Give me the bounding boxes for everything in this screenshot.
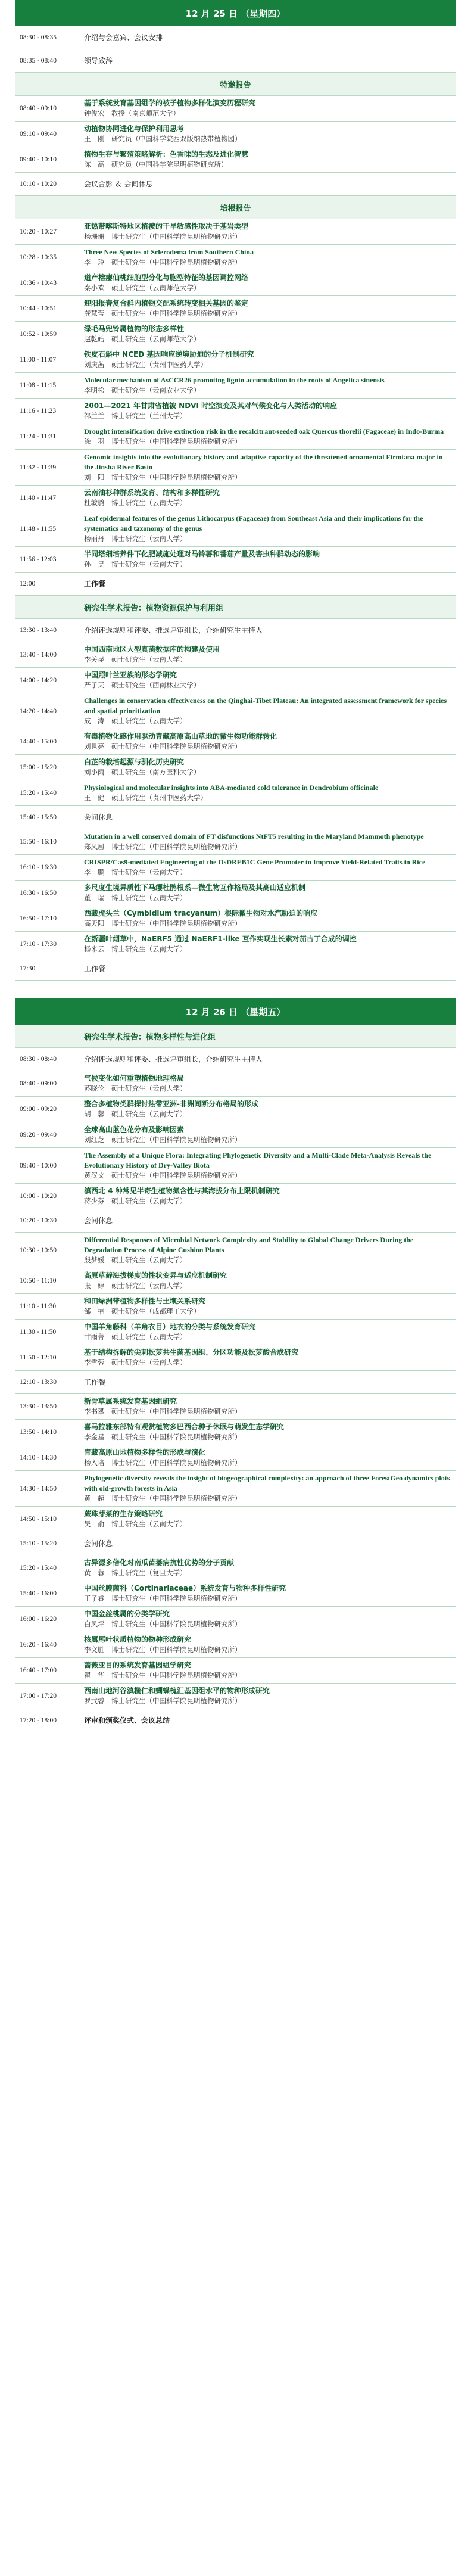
row-content	[79, 1445, 456, 1470]
section-heading: 培根报告	[15, 196, 456, 219]
talk-row	[15, 906, 456, 932]
talk-row	[15, 219, 456, 245]
time-slot: 10:00 - 10:20	[15, 1184, 79, 1209]
row-content	[79, 1097, 456, 1122]
talk-row	[15, 96, 456, 122]
time-slot: 17:10 - 17:30	[15, 932, 79, 957]
time-slot: 14:50 - 15:10	[15, 1507, 79, 1532]
row-content	[79, 668, 456, 693]
talk-row	[15, 373, 456, 399]
talk-title: 云南油杉种群系统发育、结构和多样性研究	[84, 489, 220, 497]
time-slot: 16:20 - 16:40	[15, 1632, 79, 1657]
speaker: 严子天 硕士研究生（西南林业大学）	[84, 681, 201, 689]
row-content	[79, 347, 456, 372]
speaker: 高天阳 博士研究生（中国科学院昆明植物研究所）	[84, 919, 242, 928]
time-slot: 15:00 - 15:20	[15, 755, 79, 780]
talk-title: 中国照叶兰亚族的形态学研究	[84, 671, 177, 679]
talk-title: Challenges in conservation effectiveness on the Qinghai-Tibet Plateau: An integrated assessment framework for species and spatial prioritization	[84, 696, 447, 715]
time-slot: 08:35 - 08:40	[15, 49, 79, 72]
time-slot: 14:20 - 14:40	[15, 693, 79, 729]
talk-title: 绿毛马兜铃属植物的形态多样性	[84, 325, 185, 333]
time-slot: 16:40 - 17:00	[15, 1658, 79, 1683]
speaker: 白凤坪 博士研究生（中国科学院昆明植物研究所）	[84, 1620, 242, 1628]
talk-title: 高原草藓海拔梯度的性状变异与适应机制研究	[84, 1271, 227, 1280]
talk-title: Molecular mechanism of AsCCR26 promoting lignin accumulation in the roots of Angelica sinensis	[84, 376, 385, 384]
time-slot: 11:24 - 11:31	[15, 424, 79, 449]
talk-title: The Assembly of a Unique Flora: Integrating Phylogenetic Diversity and a Multi-Clade Meta-Analysis Reveals the Evolutionary History of Dry-Valley Biota	[84, 1151, 432, 1169]
row-content	[79, 1071, 456, 1096]
row-content	[79, 245, 456, 270]
time-slot: 14:00 - 14:20	[15, 668, 79, 693]
row-content	[79, 1371, 456, 1393]
talk-title: 道产榕瘿仙桃细胞型分化与胞型特征的基因调控网络	[84, 273, 249, 282]
time-slot: 08:40 - 09:00	[15, 1071, 79, 1096]
row-content	[79, 96, 456, 121]
row-content	[79, 1607, 456, 1632]
row-content	[79, 219, 456, 244]
speaker: 杨入培 博士研究生（中国科学院昆明植物研究所）	[84, 1458, 242, 1467]
speaker: 成 涛 硕士研究生（云南大学）	[84, 717, 187, 725]
row-content	[79, 296, 456, 321]
talk-title: 整合多植物类群探讨热带亚洲-非洲间断分布格局的形成	[84, 1100, 258, 1108]
time-slot: 09:10 - 09:40	[15, 122, 79, 147]
time-slot: 11:56 - 12:03	[15, 547, 79, 572]
agenda-item: 评审和颁奖仪式、会议总结	[84, 1716, 170, 1725]
section-heading: 研究生学术报告：植物资源保护与利用组	[15, 596, 456, 619]
talk-row	[15, 347, 456, 373]
speaker: 龚慧莹 硕士研究生（中国科学院昆明植物研究所）	[84, 309, 242, 318]
speaker: 王 健 硕士研究生（贵州中医药大学）	[84, 794, 207, 802]
row-content	[79, 511, 456, 546]
talk-row	[15, 1233, 456, 1268]
speaker: 刘 阳 博士研究生（中国科学院昆明植物研究所）	[84, 473, 242, 481]
agenda-item: 工作餐	[84, 964, 106, 973]
speaker: 李书攀 硕士研究生（中国科学院昆明植物研究所）	[84, 1407, 242, 1415]
row-content	[79, 1268, 456, 1293]
row-content	[79, 755, 456, 780]
talk-row	[15, 881, 456, 906]
time-slot: 10:20 - 10:30	[15, 1209, 79, 1232]
speaker: 李雪蓉 硕士研究生（云南大学）	[84, 1358, 187, 1367]
talk-row	[15, 642, 456, 668]
row-content	[79, 957, 456, 980]
talk-row	[15, 122, 456, 147]
time-slot: 13:50 - 14:10	[15, 1420, 79, 1445]
schedule-row	[15, 619, 456, 642]
speaker: 蒋少芬 硕士研究生（云南大学）	[84, 1197, 187, 1205]
time-slot: 12:00	[15, 573, 79, 595]
talk-row	[15, 399, 456, 424]
time-slot: 10:28 - 10:35	[15, 245, 79, 270]
talk-title: 蕨珠芽菜的生存策略研究	[84, 1510, 163, 1518]
talk-row	[15, 486, 456, 511]
time-slot: 10:50 - 11:10	[15, 1268, 79, 1293]
row-content	[79, 49, 456, 72]
speaker: 黄 超 博士研究生（中国科学院昆明植物研究所）	[84, 1494, 242, 1502]
day-header: 12 月 25 日 （星期四）	[15, 0, 456, 26]
row-content	[79, 270, 456, 295]
day-spacer	[15, 981, 456, 998]
talk-row	[15, 1507, 456, 1532]
talk-title: 迎阳报春复合群内植物交配系统转变相关基因的鉴定	[84, 299, 249, 307]
time-slot: 15:50 - 16:10	[15, 829, 79, 854]
talk-title: CRISPR/Cas9-mediated Engineering of the OsDREB1C Gene Promoter to Improve Yield-Related Traits in Rice	[84, 858, 426, 866]
speaker: 刘红芝 硕士研究生（中国科学院昆明植物研究所）	[84, 1135, 242, 1144]
talk-row	[15, 296, 456, 322]
agenda-item: 工作餐	[84, 1377, 106, 1386]
time-slot: 11:32 - 11:39	[15, 450, 79, 485]
row-content	[79, 1209, 456, 1232]
speaker: 董 瑞 博士研究生（云南大学）	[84, 894, 187, 902]
talk-title: 动植物协同进化与保护利用思考	[84, 125, 185, 133]
row-content	[79, 1555, 456, 1581]
row-content	[79, 122, 456, 147]
talk-title: Three New Species of Sclerodema from Southern China	[84, 248, 254, 256]
agenda-item: 介绍与会嘉宾、会议安排	[84, 33, 163, 42]
row-content	[79, 547, 456, 572]
talk-title: Genomic insights into the evolutionary history and adaptive capacity of the threatened ornamental Firmiana major in the Jinsha River Basin	[84, 453, 443, 471]
talk-row	[15, 1607, 456, 1632]
speaker: 陈 高 研究员（中国科学院昆明植物研究所）	[84, 160, 228, 169]
time-slot: 14:30 - 14:50	[15, 1471, 79, 1506]
talk-title: 中国丝膜菌科（Cortinariaceae）系统发育与物种多样性研究	[84, 1584, 286, 1592]
time-slot: 17:20 - 18:00	[15, 1709, 79, 1732]
speaker: 甘雨菁 硕士研究生（云南大学）	[84, 1333, 187, 1341]
talk-title: Leaf epidermal features of the genus Lithocarpus (Fagaceae) from Southeast Asia and their implications for the systematics and taxonomy of the genus	[84, 514, 423, 533]
talk-row	[15, 1581, 456, 1607]
speaker: 吴 俞 博士研究生（云南大学）	[84, 1520, 187, 1528]
row-content	[79, 573, 456, 595]
row-content	[79, 780, 456, 805]
talk-row	[15, 1184, 456, 1209]
talk-title: 中国金丝桃属的分类学研究	[84, 1610, 170, 1618]
talk-title: 西藏虎头兰（Cymbidium tracyanum）根际微生物对水汽胁迫的响应	[84, 909, 318, 917]
time-slot: 17:00 - 17:20	[15, 1684, 79, 1709]
time-slot: 09:40 - 10:00	[15, 1148, 79, 1183]
talk-row	[15, 511, 456, 547]
talk-row	[15, 424, 456, 450]
talk-title: 气候变化如何重塑植物地理格局	[84, 1074, 185, 1082]
talk-row	[15, 1632, 456, 1658]
time-slot: 15:40 - 15:50	[15, 806, 79, 829]
talk-title: Phylogenetic diversity reveals the insight of biogeographical complexity: an approach of three ForestGeo dynamics plots with old-growth forests in Asia	[84, 1474, 450, 1492]
time-slot: 14:40 - 15:00	[15, 729, 79, 754]
talk-title: 有毒植物化感作用驱动青藏高原高山草地的微生物功能群转化	[84, 732, 277, 741]
talk-title: 蔷薇亚目的系统发育基因组学研究	[84, 1661, 192, 1669]
row-content	[79, 450, 456, 485]
speaker: 钟俊宏 教授（南京师范大学）	[84, 109, 180, 117]
time-slot: 15:10 - 15:20	[15, 1532, 79, 1555]
row-content	[79, 1184, 456, 1209]
time-slot: 09:20 - 09:40	[15, 1122, 79, 1147]
talk-row	[15, 780, 456, 806]
time-slot: 10:36 - 10:43	[15, 270, 79, 295]
agenda-item: 会间休息	[84, 1216, 113, 1225]
row-content	[79, 729, 456, 754]
talk-row	[15, 1320, 456, 1345]
speaker: 刘庆茜 硕士研究生（贵州中医药大学）	[84, 360, 207, 369]
speaker: 李文胜 博士研究生（中国科学院昆明植物研究所）	[84, 1645, 242, 1654]
schedule-row	[15, 806, 456, 829]
row-content	[79, 855, 456, 880]
talk-row	[15, 547, 456, 573]
schedule-row	[15, 573, 456, 596]
row-content	[79, 1394, 456, 1419]
agenda-item: 介绍评选规则和评委、推选评审组长，介绍研究生主持人	[84, 1054, 263, 1063]
talk-row	[15, 1294, 456, 1320]
time-slot: 08:40 - 09:10	[15, 96, 79, 121]
talk-row	[15, 1097, 456, 1122]
time-slot: 16:50 - 17:10	[15, 906, 79, 931]
talk-title: 白芷的栽培起源与驯化历史研究	[84, 758, 185, 766]
agenda-item: 会议合影 ＆ 会间休息	[84, 179, 153, 188]
time-slot: 13:30 - 13:40	[15, 619, 79, 642]
section-heading: 研究生学术报告：植物多样性与进化组	[15, 1025, 456, 1048]
agenda-item: 会间休息	[84, 1539, 113, 1548]
talk-row	[15, 147, 456, 173]
time-slot: 11:40 - 11:47	[15, 486, 79, 511]
time-slot: 10:10 - 10:20	[15, 173, 79, 195]
row-content	[79, 642, 456, 667]
speaker: 黄 蓉 博士研究生（复旦大学）	[84, 1569, 187, 1577]
time-slot: 17:30	[15, 957, 79, 980]
row-content	[79, 1507, 456, 1532]
talk-title: Drought intensification drive extinction risk in the recalcitrant-seeded oak Quercus thorelii (Fagaceae) in Indo-Burma	[84, 427, 444, 435]
agenda-item: 介绍评选规则和评委、推选评审组长，介绍研究生主持人	[84, 626, 263, 634]
speaker: 杨珊珊 博士研究生（中国科学院昆明植物研究所）	[84, 232, 242, 241]
schedule-row	[15, 26, 456, 49]
speaker: 李 鹏 博士研究生（云南大学）	[84, 868, 187, 876]
speaker: 李 玲 硕士研究生（中国科学院昆明植物研究所）	[84, 258, 242, 266]
talk-title: 青藏高原山地植物多样性的形成与演化	[84, 1448, 206, 1457]
talk-title: 铁皮石斛中 NCED 基因响应逆境胁迫的分子机制研究	[84, 350, 254, 359]
row-content	[79, 1122, 456, 1147]
time-slot: 10:20 - 10:27	[15, 219, 79, 244]
time-slot: 09:00 - 09:20	[15, 1097, 79, 1122]
time-slot: 08:30 - 08:40	[15, 1048, 79, 1071]
agenda-item: 工作餐	[84, 579, 106, 588]
talk-title: 核属尾叶状质植物的物种形成研究	[84, 1635, 192, 1644]
talk-title: 和田绿洲带植物多样性与土壤关系研究	[84, 1297, 206, 1305]
row-content	[79, 1632, 456, 1657]
row-content	[79, 1148, 456, 1183]
speaker: 殷梦媛 硕士研究生（云南大学）	[84, 1256, 187, 1264]
speaker: 杨米云 博士研究生（云南大学）	[84, 945, 187, 953]
section-heading: 特邀报告	[15, 73, 456, 96]
talk-title: 喜马拉雅东部特有观赏植物多巴西合种子休眠与萌发生态学研究	[84, 1423, 285, 1431]
time-slot: 13:30 - 13:50	[15, 1394, 79, 1419]
schedule-row	[15, 957, 456, 981]
talk-title: 半同塔细培养件下化肥减施处理对马铃薯和番茄产量及害虫种群动态的影响	[84, 550, 320, 558]
time-slot: 10:52 - 10:59	[15, 322, 79, 347]
row-content	[79, 693, 456, 729]
row-content	[79, 829, 456, 854]
speaker: 王 刚 研究员（中国科学院西双版纳热带植物园）	[84, 135, 242, 143]
talk-title: Mutation in a well conserved domain of FT disfunctions NtFT5 resulting in the Maryland Mammoth phenotype	[84, 832, 424, 841]
speaker: 祁兰兰 博士研究生（兰州大学）	[84, 412, 187, 420]
talk-row	[15, 932, 456, 957]
speaker: 李关昆 硕士研究生（云南大学）	[84, 655, 187, 664]
row-content	[79, 147, 456, 172]
speaker: 苏晓伦 硕士研究生（云南大学）	[84, 1084, 187, 1093]
speaker: 刘小雨 硕士研究生（南方医科大学）	[84, 768, 201, 776]
speaker: 孙 昊 博士研究生（云南大学）	[84, 560, 187, 568]
talk-title: 中国西南地区大型真菌数据库的构建及使用	[84, 645, 220, 654]
speaker: 罗武睿 博士研究生（中国科学院昆明植物研究所）	[84, 1697, 242, 1705]
talk-row	[15, 1471, 456, 1507]
talk-row	[15, 755, 456, 780]
speaker: 刘世亮 硕士研究生（中国科学院昆明植物研究所）	[84, 742, 242, 751]
time-slot: 09:40 - 10:10	[15, 147, 79, 172]
time-slot: 11:00 - 11:07	[15, 347, 79, 372]
time-slot: 15:40 - 16:00	[15, 1581, 79, 1606]
talk-title: 中国羊角藤科（羊角衣目）地衣的分类与系统发育研究	[84, 1323, 256, 1331]
talk-title: Differential Responses of Microbial Network Complexity and Stability to Global Change Drivers During the Degradation Process of Alpine Cushion Plants	[84, 1236, 414, 1254]
row-content	[79, 1345, 456, 1370]
schedule-row	[15, 49, 456, 73]
talk-row	[15, 1268, 456, 1294]
talk-row	[15, 450, 456, 486]
talk-title: 多尺度生境异质性下马缨杜鹃根系—微生物互作格局及其高山适应机制	[84, 883, 306, 892]
agenda-item: 领导致辞	[84, 56, 113, 65]
speaker: 杜敏璐 博士研究生（云南大学）	[84, 499, 187, 507]
talk-title: 新骨草属系统发育基因组研究	[84, 1397, 177, 1405]
row-content	[79, 1581, 456, 1606]
time-slot: 11:10 - 11:30	[15, 1294, 79, 1319]
time-slot: 16:30 - 16:50	[15, 881, 79, 906]
talk-title: 古异源多倍化对南瓜苗萎病抗性优势的分子贡献	[84, 1558, 235, 1567]
talk-row	[15, 322, 456, 347]
time-slot: 10:44 - 10:51	[15, 296, 79, 321]
row-content	[79, 1709, 456, 1732]
talk-row	[15, 729, 456, 755]
row-content	[79, 173, 456, 195]
row-content	[79, 1532, 456, 1555]
talk-row	[15, 1071, 456, 1097]
talk-row	[15, 1658, 456, 1684]
time-slot: 15:20 - 15:40	[15, 780, 79, 805]
row-content	[79, 1658, 456, 1683]
talk-title: 基于结构拆解的尖刺松萝共生菌基因组、分区功能及松萝酸合成研究	[84, 1348, 299, 1357]
speaker: 李金星 硕士研究生（中国科学院昆明植物研究所）	[84, 1433, 242, 1441]
schedule-row	[15, 1371, 456, 1394]
speaker: 涂 羽 博士研究生（中国科学院昆明植物研究所）	[84, 437, 242, 446]
schedule-row	[15, 173, 456, 196]
talk-title: 植物生存与繁殖策略解析：色香味的生态及进化智慧	[84, 150, 249, 158]
time-slot: 16:10 - 16:30	[15, 855, 79, 880]
speaker: 秦小欢 硕士研究生（云南师范大学）	[84, 284, 201, 292]
talk-row	[15, 1420, 456, 1445]
time-slot: 15:20 - 15:40	[15, 1555, 79, 1581]
talk-row	[15, 270, 456, 296]
time-slot: 11:30 - 11:50	[15, 1320, 79, 1345]
row-content	[79, 486, 456, 511]
row-content	[79, 26, 456, 49]
row-content	[79, 373, 456, 398]
row-content	[79, 1294, 456, 1319]
day-header: 12 月 26 日 （星期五）	[15, 998, 456, 1025]
row-content	[79, 619, 456, 642]
schedule-row	[15, 1709, 456, 1732]
row-content	[79, 932, 456, 957]
talk-title: Physiological and molecular insights into ABA-mediated cold tolerance in Dendrobium officinale	[84, 783, 379, 792]
speaker: 翟 华 博士研究生（中国科学院昆明植物研究所）	[84, 1671, 242, 1679]
row-content	[79, 1420, 456, 1445]
talk-row	[15, 1555, 456, 1581]
time-slot: 11:08 - 11:15	[15, 373, 79, 398]
talk-title: 2001—2021 年甘肃省植被 NDVI 时空演变及其对气候变化与人类活动的响应	[84, 402, 338, 410]
speaker: 杨丽丹 博士研究生（云南大学）	[84, 534, 187, 543]
time-slot: 08:30 - 08:35	[15, 26, 79, 49]
talk-row	[15, 1684, 456, 1709]
talk-title: 全球高山蓝色花分布及影响因素	[84, 1125, 185, 1134]
row-content	[79, 1048, 456, 1071]
time-slot: 11:50 - 12:10	[15, 1345, 79, 1370]
talk-row	[15, 245, 456, 270]
schedule-row	[15, 1209, 456, 1233]
talk-title: 基于系统发育基因组学的被子植物多样化演变历程研究	[84, 99, 256, 107]
schedule-row	[15, 1048, 456, 1071]
talk-row	[15, 829, 456, 855]
row-content	[79, 1233, 456, 1268]
talk-title: 滇西北 4 种常见半寄生植物氮含性与其海拔分布上限机制研究	[84, 1187, 280, 1195]
talk-row	[15, 1122, 456, 1148]
speaker: 张 婷 硕士研究生（云南大学）	[84, 1281, 187, 1290]
talk-row	[15, 668, 456, 693]
agenda-page	[15, 0, 456, 1732]
speaker: 黄汉文 硕士研究生（中国科学院昆明植物研究所）	[84, 1171, 242, 1180]
speaker: 郑凤凰 博士研究生（中国科学院昆明植物研究所）	[84, 842, 242, 851]
talk-title: 在新疆叶烟草中，NaERF5 通过 NaERF1-like 互作实现生长素对茄古丁合成的调控	[84, 935, 357, 943]
talk-row	[15, 1394, 456, 1420]
talk-row	[15, 1345, 456, 1371]
row-content	[79, 1471, 456, 1506]
talk-row	[15, 1445, 456, 1471]
talk-row	[15, 693, 456, 729]
row-content	[79, 1320, 456, 1345]
row-content	[79, 906, 456, 931]
speaker: 邹 楠 硕士研究生（成都理工大学）	[84, 1307, 201, 1315]
talk-title: 西南山地河谷滇榄仁和蝴蝶槐汇基因组水平的物种形成研究	[84, 1687, 270, 1695]
agenda-item: 会间休息	[84, 813, 113, 822]
schedule-row	[15, 1532, 456, 1555]
speaker: 王子睿 博士研究生（中国科学院昆明植物研究所）	[84, 1594, 242, 1603]
time-slot: 14:10 - 14:30	[15, 1445, 79, 1470]
speaker: 胡 蓉 硕士研究生（云南大学）	[84, 1110, 187, 1118]
row-content	[79, 1684, 456, 1709]
time-slot: 16:00 - 16:20	[15, 1607, 79, 1632]
time-slot: 11:48 - 11:55	[15, 511, 79, 546]
row-content	[79, 424, 456, 449]
time-slot: 11:16 - 11:23	[15, 399, 79, 424]
row-content	[79, 322, 456, 347]
row-content	[79, 881, 456, 906]
talk-row	[15, 855, 456, 881]
row-content	[79, 399, 456, 424]
time-slot: 10:30 - 10:50	[15, 1233, 79, 1268]
speaker: 赵乾皓 硕士研究生（云南师范大学）	[84, 335, 201, 343]
speaker: 李明松 硕士研究生（云南农业大学）	[84, 386, 201, 394]
talk-row	[15, 1148, 456, 1184]
time-slot: 12:10 - 13:30	[15, 1371, 79, 1393]
row-content	[79, 806, 456, 829]
time-slot: 13:40 - 14:00	[15, 642, 79, 667]
talk-title: 亚热带喀斯特地区植被的干旱敏感性取决于基岩类型	[84, 222, 249, 231]
